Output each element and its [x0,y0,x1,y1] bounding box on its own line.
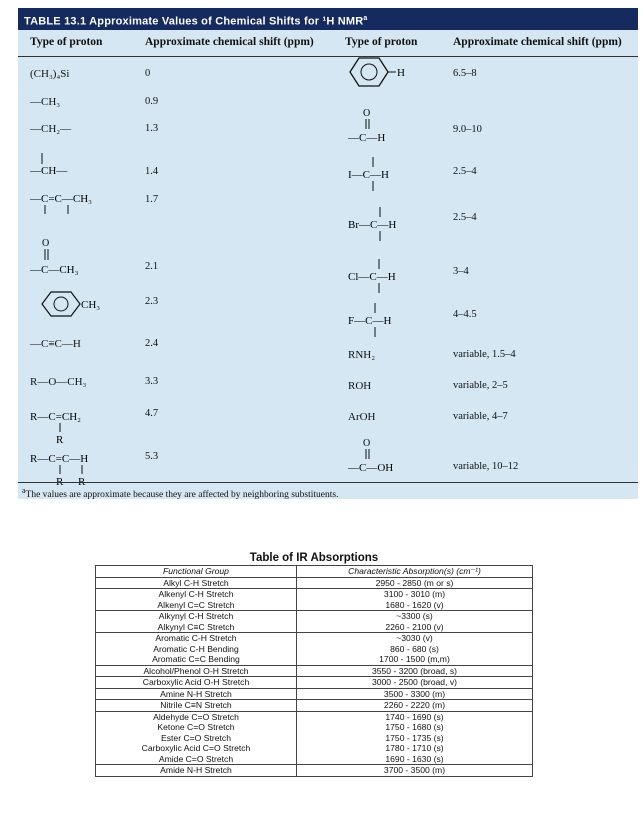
svg-text:—C—CH₃: —C—CH₃ [30,264,79,276]
header-shift-left: Approximate chemical shift (ppm) [145,36,314,48]
ir-functional-group: Amide C=O Stretch [96,754,297,765]
nmr-title-footnote-mark: a [363,15,368,22]
shift-bromo: 2.5–4 [453,212,477,223]
footnote-mark: a [22,486,26,495]
ir-functional-group: Ester C=O Stretch [96,733,297,744]
shift-fluoro: 4–4.5 [453,309,477,320]
table-row [96,589,533,600]
ir-absorption: 1680 - 1620 (v) [297,600,533,611]
header-type-of-proton-right: Type of proton [345,36,418,48]
proton-aromatic-h [346,54,426,90]
table-row [96,611,533,622]
nmr-table-title [18,8,638,30]
ir-absorption: ~3300 (s) [297,611,533,622]
svg-text:O: O [363,108,371,119]
shift-aromatic: 6.5–8 [453,68,477,79]
shift-allylic: 1.7 [145,194,159,205]
proton-ch2: —CH₂— [30,123,72,135]
ir-absorption: 2950 - 2850 (m or s) [297,577,533,589]
shift-alkyne: 2.4 [145,338,159,349]
table-row [96,644,533,655]
nmr-table [18,8,638,499]
table-row [96,577,533,589]
proton-ch3: —CH₃ [30,96,61,108]
shift-tms: 0 [145,68,151,79]
svg-text:—C—H: —C—H [348,132,386,144]
proton-ch-methine [28,148,118,183]
shift-ch3: 0.9 [145,96,159,107]
shift-ch2: 1.3 [145,123,159,134]
ir-functional-group: Carboxylic Acid C=O Stretch [96,743,297,754]
shift-aldehyde: 9.0–10 [453,124,482,135]
shift-ch: 1.4 [145,166,159,177]
proton-benzylic-ch3 [34,288,134,320]
nmr-footnote [22,486,338,500]
table-row [96,754,533,765]
table-row [96,722,533,733]
header-shift-right: Approximate chemical shift (ppm) [453,36,622,48]
table-row [96,622,533,633]
table-row [96,677,533,689]
ir-functional-group: Alkynyl C≡C Stretch [96,622,297,633]
ir-functional-group: Alkenyl C=C Stretch [96,600,297,611]
ir-functional-group: Alkyl C-H Stretch [96,577,297,589]
table-row [96,700,533,712]
shift-benzylic: 2.3 [145,296,159,307]
table-row [96,688,533,700]
svg-text:—CH—: —CH— [30,165,68,177]
benzylic-ch3-label: CH₃ [81,299,101,311]
shift-methyl-ketone: 2.1 [145,261,159,272]
ir-functional-group: Alkenyl C-H Stretch [96,589,297,600]
ir-absorption-table [95,565,533,777]
shift-phenol: variable, 4–7 [453,411,508,422]
ir-header-absorption: Characteristic Absorption(s) (cm⁻¹) [297,566,533,578]
nmr-header-row [18,30,638,57]
proton-allylic-ch3 [28,188,128,220]
proton-methyl-ether: R—O—CH₃ [30,376,87,388]
svg-text:Br—C—H: Br—C—H [348,219,397,231]
nmr-title-text: TABLE 13.1 Approximate Values of Chemical Shifts for ¹H NMR [24,15,364,28]
ir-absorption: 3500 - 3300 (m) [297,688,533,700]
ir-functional-group: Amide N-H Stretch [96,765,297,777]
svg-text:O: O [42,238,50,249]
ir-header-group: Functional Group [96,566,297,578]
proton-carboxylic-oh [346,434,436,478]
svg-text:R—C=CH₂: R—C=CH₂ [30,411,81,423]
ir-absorption: 3700 - 3500 (m) [297,765,533,777]
table-row [96,654,533,665]
header-type-of-proton-left: Type of proton [30,36,103,48]
ir-functional-group: Carboxylic Acid O-H Stretch [96,677,297,689]
ir-absorption: 1740 - 1690 (s) [297,711,533,722]
proton-phenol: ArOH [348,411,376,423]
aromatic-h-label: H [397,67,405,79]
table-row [96,711,533,722]
shift-alcohol: variable, 2–5 [453,380,508,391]
proton-iodoalkyl-h [346,154,436,194]
ir-absorption: 3000 - 2500 (broad, v) [297,677,533,689]
shift-carboxylic: variable, 10–12 [453,461,519,472]
svg-text:R: R [56,434,64,446]
table-row [96,733,533,744]
proton-methyl-ketone [28,234,128,280]
proton-alcohol: ROH [348,380,372,392]
shift-amine: variable, 1.5–4 [453,349,516,360]
footnote-text: The values are approximate because they are affected by neighboring substituents. [25,490,339,501]
ir-absorption: 1700 - 1500 (m,m) [297,654,533,665]
table-row [96,665,533,677]
ir-header-row [96,566,533,578]
ir-functional-group: Ketone C=O Stretch [96,722,297,733]
ir-absorption: ~3030 (v) [297,633,533,644]
ir-functional-group: Aldehyde C=O Stretch [96,711,297,722]
ir-functional-group: Aromatic C-H Bending [96,644,297,655]
ir-absorption: 1690 - 1630 (s) [297,754,533,765]
ir-absorption: 860 - 680 (s) [297,644,533,655]
proton-fluoroalkyl-h [346,300,436,340]
proton-bromoalkyl-h [346,204,436,244]
ir-absorption: 2260 - 2100 (v) [297,622,533,633]
proton-tms: (CH₃)₄Si [30,68,70,80]
proton-vinylidene-ch2 [28,406,128,446]
ir-absorption: 1750 - 1735 (s) [297,733,533,744]
ir-absorption: 2260 - 2220 (m) [297,700,533,712]
table-row [96,633,533,644]
footnote-divider [18,482,638,483]
table-row [96,743,533,754]
ir-absorption: 3100 - 3010 (m) [297,589,533,600]
ir-functional-group: Aromatic C-H Stretch [96,633,297,644]
shift-vinyl: 5.3 [145,451,159,462]
proton-chloroalkyl-h [346,256,436,296]
ir-functional-group: Alkynyl C-H Stretch [96,611,297,622]
ir-functional-group: Aromatic C=C Bending [96,654,297,665]
ir-absorption: 3550 - 3200 (broad, s) [297,665,533,677]
svg-text:—C—OH: —C—OH [348,462,394,474]
svg-text:I—C—H: I—C—H [348,169,389,181]
proton-aldehyde-h [346,104,436,148]
table-row [96,765,533,777]
svg-text:O: O [363,438,371,449]
shift-iodo: 2.5–4 [453,166,477,177]
ir-absorption: 1750 - 1680 (s) [297,722,533,733]
ir-functional-group: Nitrile C≡N Stretch [96,700,297,712]
ir-functional-group: Amine N-H Stretch [96,688,297,700]
table-row [96,600,533,611]
shift-methyl-ether: 3.3 [145,376,159,387]
proton-alkyne-h: —C≡C—H [30,338,81,350]
svg-text:R—C=C—H: R—C=C—H [30,453,89,465]
ir-table-title: Table of IR Absorptions [249,552,379,564]
ir-table [95,551,533,777]
svg-text:F—C—H: F—C—H [348,315,392,327]
svg-text:Cl—C—H: Cl—C—H [348,271,396,283]
shift-vinylidene: 4.7 [145,408,159,419]
proton-amine: RNH₂ [348,349,376,361]
shift-chloro: 3–4 [453,266,469,277]
ir-absorption: 1780 - 1710 (s) [297,743,533,754]
svg-text:—C=C—CH₃: —C=C—CH₃ [30,193,92,205]
ir-functional-group: Alcohol/Phenol O-H Stretch [96,665,297,677]
